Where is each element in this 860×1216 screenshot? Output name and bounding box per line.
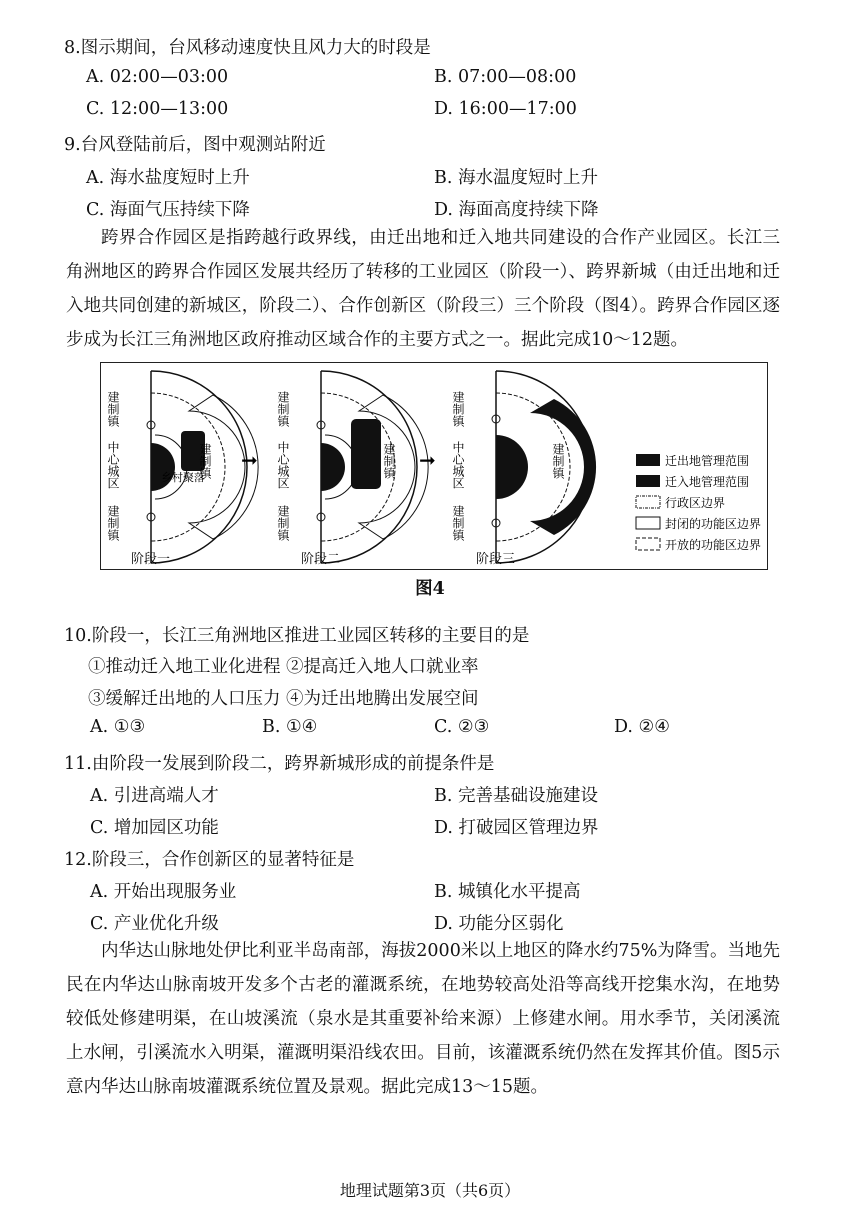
q8-option-d: D. 16:00—17:00	[434, 99, 577, 119]
legend-item-admin: 行政区边界	[665, 496, 726, 510]
stage-label-3: 阶段三	[476, 552, 516, 567]
q9-option-c: C. 海面气压持续下降	[86, 200, 250, 220]
figure-4-diagram	[100, 362, 768, 570]
legend-swatch-closed	[636, 517, 660, 529]
q9-option-d: D. 海面高度持续下降	[434, 200, 599, 220]
legend-item-open: 开放的功能区边界	[665, 538, 762, 552]
q12-stem: 12.阶段三，合作创新区的显著特征是	[64, 850, 355, 870]
q10-option-b: B. ①④	[262, 717, 318, 737]
q8-stem: 8.图示期间，台风移动速度快且风力大的时段是	[64, 38, 431, 58]
figure-4-svg	[101, 363, 769, 571]
town-label-bottom-1: 建制镇	[106, 505, 120, 541]
q12-option-c: C. 产业优化升级	[90, 914, 219, 934]
center-label-3: 中心城区	[451, 441, 465, 489]
q9-option-b: B. 海水温度短时上升	[434, 168, 598, 188]
village-label: 乡村聚落	[161, 471, 205, 484]
stage-label-2: 阶段二	[301, 552, 341, 567]
arrow-1: ➞	[241, 448, 258, 472]
stage-2-diagram	[276, 371, 428, 567]
legend-item-in: 迁入地管理范围	[665, 475, 750, 489]
passage-sierra-nevada-irrigation	[66, 934, 780, 1104]
center-label-2: 中心城区	[276, 441, 290, 489]
passage-cross-border-parks	[66, 221, 780, 357]
legend	[636, 453, 761, 552]
q11-option-a: A. 引进高端人才	[90, 786, 219, 806]
page-footer: 地理试题第3页（共6页）	[339, 1181, 521, 1200]
passage-paragraph: 内华达山脉地处伊比利亚半岛南部，海拔2000米以上地区的降水约75%为降雪。当地先民在内华达山脉南坡开发多个古老的灌溉系统，在地势较高处沿等高线开挖集水沟，在地势较低处修建明渠，在山坡溪流（泉水是其重要补给来源）上修建水闸。用水季节，关闭溪流上水闸，引溪流水入明渠，灌溉明渠沿线农田。目前，该灌溉系统仍然在发挥其价值。图5示意内华达山脉南坡灌溉系统位置及景观。据此完成13～15题。	[66, 941, 780, 1097]
q12-option-d: D. 功能分区弱化	[434, 914, 564, 934]
q10-stem: 10.阶段一，长江三角洲地区推进工业园区转移的主要目的是	[64, 626, 530, 646]
stage-3-diagram	[451, 371, 596, 567]
q9-option-a: A. 海水盐度短时上升	[86, 168, 250, 188]
legend-swatch-in	[636, 475, 660, 487]
town-label-top-2: 建制镇	[276, 391, 290, 427]
arrow-2: ➞	[419, 448, 436, 472]
q11-option-c: C. 增加园区功能	[90, 818, 219, 838]
legend-swatch-admin	[636, 496, 660, 508]
stage-label-1: 阶段一	[131, 552, 171, 567]
figure-caption: 图4	[415, 579, 445, 599]
q12-option-a: A. 开始出现服务业	[90, 882, 237, 902]
town-label-right-3: 建制镇	[551, 443, 565, 479]
legend-item-closed: 封闭的功能区边界	[665, 517, 762, 531]
q12-option-b: B. 城镇化水平提高	[434, 882, 581, 902]
q8-option-a: A. 02:00—03:00	[86, 67, 229, 87]
town-label-bottom-3: 建制镇	[451, 505, 465, 541]
town-label-top-3: 建制镇	[451, 391, 465, 427]
legend-swatch-open	[636, 538, 660, 550]
q8-option-b: B. 07:00—08:00	[434, 67, 577, 87]
legend-swatch-out	[636, 454, 660, 466]
town-label-top-1: 建制镇	[106, 391, 120, 427]
q8-option-c: C. 12:00—13:00	[86, 99, 229, 119]
q10-statement-1: ①推动迁入地工业化进程 ②提高迁入地人口就业率	[88, 657, 479, 677]
legend-item-out: 迁出地管理范围	[665, 454, 750, 468]
town-label-right-2: 建制镇	[382, 443, 396, 479]
passage-paragraph: 跨界合作园区是指跨越行政界线，由迁出地和迁入地共同建设的合作产业园区。长江三角洲地区的跨界合作园区发展共经历了转移的工业园区（阶段一）、跨界新城（由迁出地和迁入地共同创建的新城区，阶段二）、合作创新区（阶段三）三个阶段（图4）。跨界合作园区逐步成为长江三角洲地区政府推动区域合作的主要方式之一。据此完成10～12题。	[66, 228, 780, 350]
q11-option-b: B. 完善基础设施建设	[434, 786, 598, 806]
stage2-new-city	[351, 419, 381, 489]
q11-stem: 11.由阶段一发展到阶段二，跨界新城形成的前提条件是	[64, 754, 495, 774]
stage-1-diagram	[106, 371, 258, 567]
center-label-1: 中心城区	[106, 441, 120, 489]
q10-statement-2: ③缓解迁出地的人口压力 ④为迁出地腾出发展空间	[88, 689, 479, 709]
town-label-right-1: 建制镇	[198, 443, 212, 479]
q9-stem: 9.台风登陆前后，图中观测站附近	[64, 135, 326, 155]
town-label-bottom-2: 建制镇	[276, 505, 290, 541]
q10-option-d: D. ②④	[614, 717, 670, 737]
q10-option-c: C. ②③	[434, 717, 490, 737]
q10-option-a: A. ①③	[90, 717, 146, 737]
q11-option-d: D. 打破园区管理边界	[434, 818, 599, 838]
